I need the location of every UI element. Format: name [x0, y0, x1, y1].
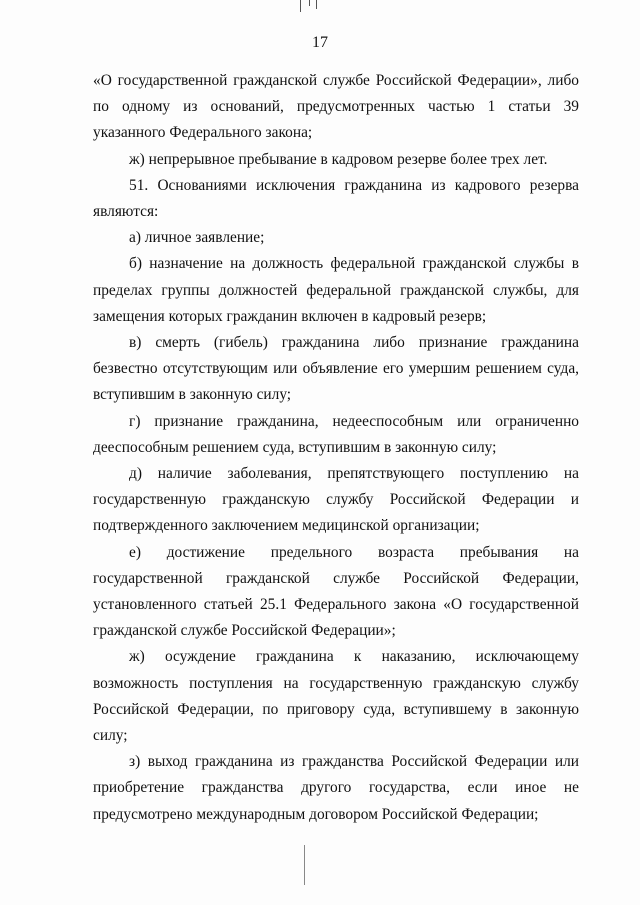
scan-artifact: [316, 0, 317, 9]
paragraph-item-zh2: ж) осуждение гражданина к наказанию, исключающему возможность поступления на государственную гражданскую службу Российской Федерации, по приговору суда, вступившему в законную силу;: [93, 648, 579, 745]
paragraph-item-b: б) назначение на должность федеральной гражданской службы в пределах группы должностей федеральной гражданской службы, для замещения которых гражданин включен в кадровый резерв;: [93, 255, 579, 325]
document-body: [93, 68, 579, 828]
paragraph-item-e: е) достижение предельного возраста пребывания на государственной гражданской службе Российской Федерации, установленного статьей 25.1 Федерального закона «О государственной гражданской службе Российской Федерации»;: [93, 543, 579, 640]
scan-artifact: [309, 0, 310, 6]
paragraph-item-v: в) смерть (гибель) гражданина либо признание гражданина безвестно отсутствующим или объявление его умершим решением суда, вступившим в законную силу;: [93, 334, 579, 404]
paragraph-item-d: д) наличие заболевания, препятствующего поступлению на государственную гражданскую службу Российской Федерации и подтвержденного заключением медицинской организации;: [93, 465, 579, 535]
scan-artifact: [304, 845, 305, 885]
paragraph-item-g: г) признание гражданина, недееспособным или ограниченно дееспособным решением суда, вступившим в законную силу;: [93, 412, 579, 456]
paragraph-item-a: а) личное заявление;: [129, 229, 265, 247]
page-number: 17: [312, 34, 328, 51]
paragraph-item-z: з) выход гражданина из гражданства Российской Федерации или приобретение гражданства другого государства, если иное не предусмотрено международным договором Российской Федерации;: [93, 753, 579, 823]
paragraph-clause-51: 51. Основаниями исключения гражданина из кадрового резерва являются:: [93, 176, 579, 221]
scan-artifact: [300, 0, 301, 12]
paragraph-continuation: «О государственной гражданской службе Российской Федерации», либо по одному из оснований, предусмотренных частью 1 статьи 39 указанного Федерального закона;: [93, 72, 579, 142]
paragraph-item-zh: ж) непрерывное пребывание в кадровом резерве более трех лет.: [129, 150, 548, 168]
